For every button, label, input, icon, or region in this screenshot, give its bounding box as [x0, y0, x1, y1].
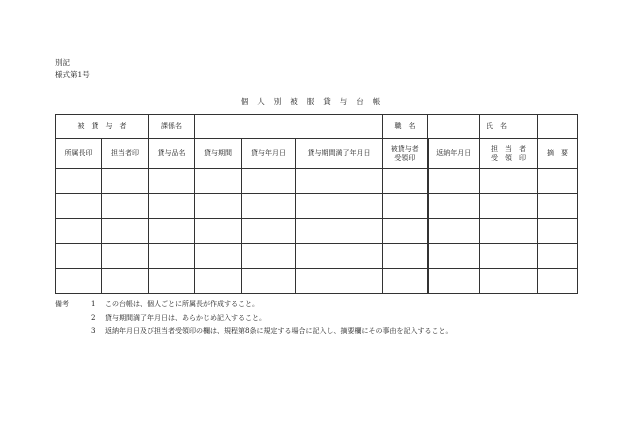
table-cell[interactable]: [383, 194, 428, 219]
table-row: [56, 219, 578, 244]
table-cell[interactable]: [102, 269, 149, 294]
table-cell[interactable]: [56, 269, 102, 294]
table-cell[interactable]: [102, 219, 149, 244]
note-number: 2: [91, 313, 96, 322]
ledger-table: [55, 114, 578, 294]
table-cell[interactable]: [242, 219, 296, 244]
head-remarks: 摘 要: [538, 139, 578, 169]
position-label: 職 名: [383, 115, 428, 139]
table-row: [56, 244, 578, 269]
head-loan-date: 貸与年月日: [242, 139, 296, 169]
note-text: この台帳は、個人ごとに所属長が作成すること。: [105, 300, 259, 308]
table-cell[interactable]: [56, 194, 102, 219]
table-cell[interactable]: [102, 194, 149, 219]
table-cell[interactable]: [428, 194, 480, 219]
table-cell[interactable]: [195, 169, 242, 194]
head-item-name: 貸与品名: [149, 139, 195, 169]
table-cell[interactable]: [296, 194, 383, 219]
table-row: [56, 269, 578, 294]
table-cell[interactable]: [538, 169, 578, 194]
table-cell[interactable]: [242, 244, 296, 269]
table-cell[interactable]: [242, 194, 296, 219]
head-loan-period: 貸与期間: [195, 139, 242, 169]
lender-label: 被 貸 与 者: [56, 115, 149, 139]
section-label: 課係名: [149, 115, 195, 139]
table-cell[interactable]: [195, 244, 242, 269]
form-number-label: 様式第1号: [55, 70, 90, 79]
table-cell[interactable]: [296, 269, 383, 294]
table-cell[interactable]: [538, 269, 578, 294]
head-supervisor-seal: 所属長印: [56, 139, 102, 169]
note-number: 1: [91, 300, 96, 308]
table-cell[interactable]: [480, 244, 538, 269]
table-cell[interactable]: [538, 244, 578, 269]
table-cell[interactable]: [56, 219, 102, 244]
head-borrower-receipt-seal: 被貸与者 受領印: [383, 139, 428, 169]
column-header-row: [56, 139, 578, 169]
head-return-date: 返納年月日: [428, 139, 480, 169]
table-cell[interactable]: [149, 244, 195, 269]
table-cell[interactable]: [480, 169, 538, 194]
note-text: 返納年月日及び担当者受領印の欄は、規程第8条に規定する場合に記入し、摘要欄にその事由を記入すること。: [105, 327, 453, 335]
table-cell[interactable]: [56, 244, 102, 269]
annex-label: 別記: [55, 58, 70, 67]
table-cell[interactable]: [428, 269, 480, 294]
table-cell[interactable]: [538, 219, 578, 244]
table-cell[interactable]: [242, 169, 296, 194]
table-row: [56, 194, 578, 219]
table-cell[interactable]: [195, 194, 242, 219]
name-value-cell[interactable]: [538, 115, 578, 139]
section-value-cell[interactable]: [195, 115, 383, 139]
table-cell[interactable]: [296, 169, 383, 194]
table-cell[interactable]: [296, 219, 383, 244]
table-cell[interactable]: [56, 169, 102, 194]
table-cell[interactable]: [383, 244, 428, 269]
table-row: [56, 169, 578, 194]
head-staff-seal: 担当者印: [102, 139, 149, 169]
table-cell[interactable]: [296, 244, 383, 269]
table-cell[interactable]: [102, 244, 149, 269]
name-label: 氏 名: [480, 115, 538, 139]
note-item: [55, 312, 452, 326]
table-cell[interactable]: [480, 269, 538, 294]
table-cell[interactable]: [428, 169, 480, 194]
table-cell[interactable]: [149, 219, 195, 244]
position-value-cell[interactable]: [428, 115, 480, 139]
table-cell[interactable]: [195, 269, 242, 294]
table-cell[interactable]: [538, 194, 578, 219]
info-row: [56, 115, 578, 139]
table-cell[interactable]: [149, 194, 195, 219]
table-cell[interactable]: [428, 219, 480, 244]
table-cell[interactable]: [480, 219, 538, 244]
table-cell[interactable]: [383, 219, 428, 244]
ledger-title: 個人別被服貸与台帳: [240, 97, 390, 106]
note-number: 3: [91, 327, 96, 335]
table-cell[interactable]: [195, 219, 242, 244]
table-cell[interactable]: [149, 169, 195, 194]
note-item: [55, 325, 452, 339]
note-item: [55, 298, 452, 312]
head-staff-receipt-seal: 担 当 者 受 領 印: [480, 139, 538, 169]
notes-section: [55, 298, 452, 339]
note-text: 貸与期間満了年月日は、あらかじめ記入すること。: [105, 313, 266, 322]
table-cell[interactable]: [428, 244, 480, 269]
head-loan-expiry-date: 貸与期間満了年月日: [296, 139, 383, 169]
notes-lead-label: 備考: [55, 300, 69, 308]
table-cell[interactable]: [242, 269, 296, 294]
table-cell[interactable]: [149, 269, 195, 294]
table-cell[interactable]: [383, 169, 428, 194]
table-cell[interactable]: [102, 169, 149, 194]
table-cell[interactable]: [480, 194, 538, 219]
table-cell[interactable]: [383, 269, 428, 294]
